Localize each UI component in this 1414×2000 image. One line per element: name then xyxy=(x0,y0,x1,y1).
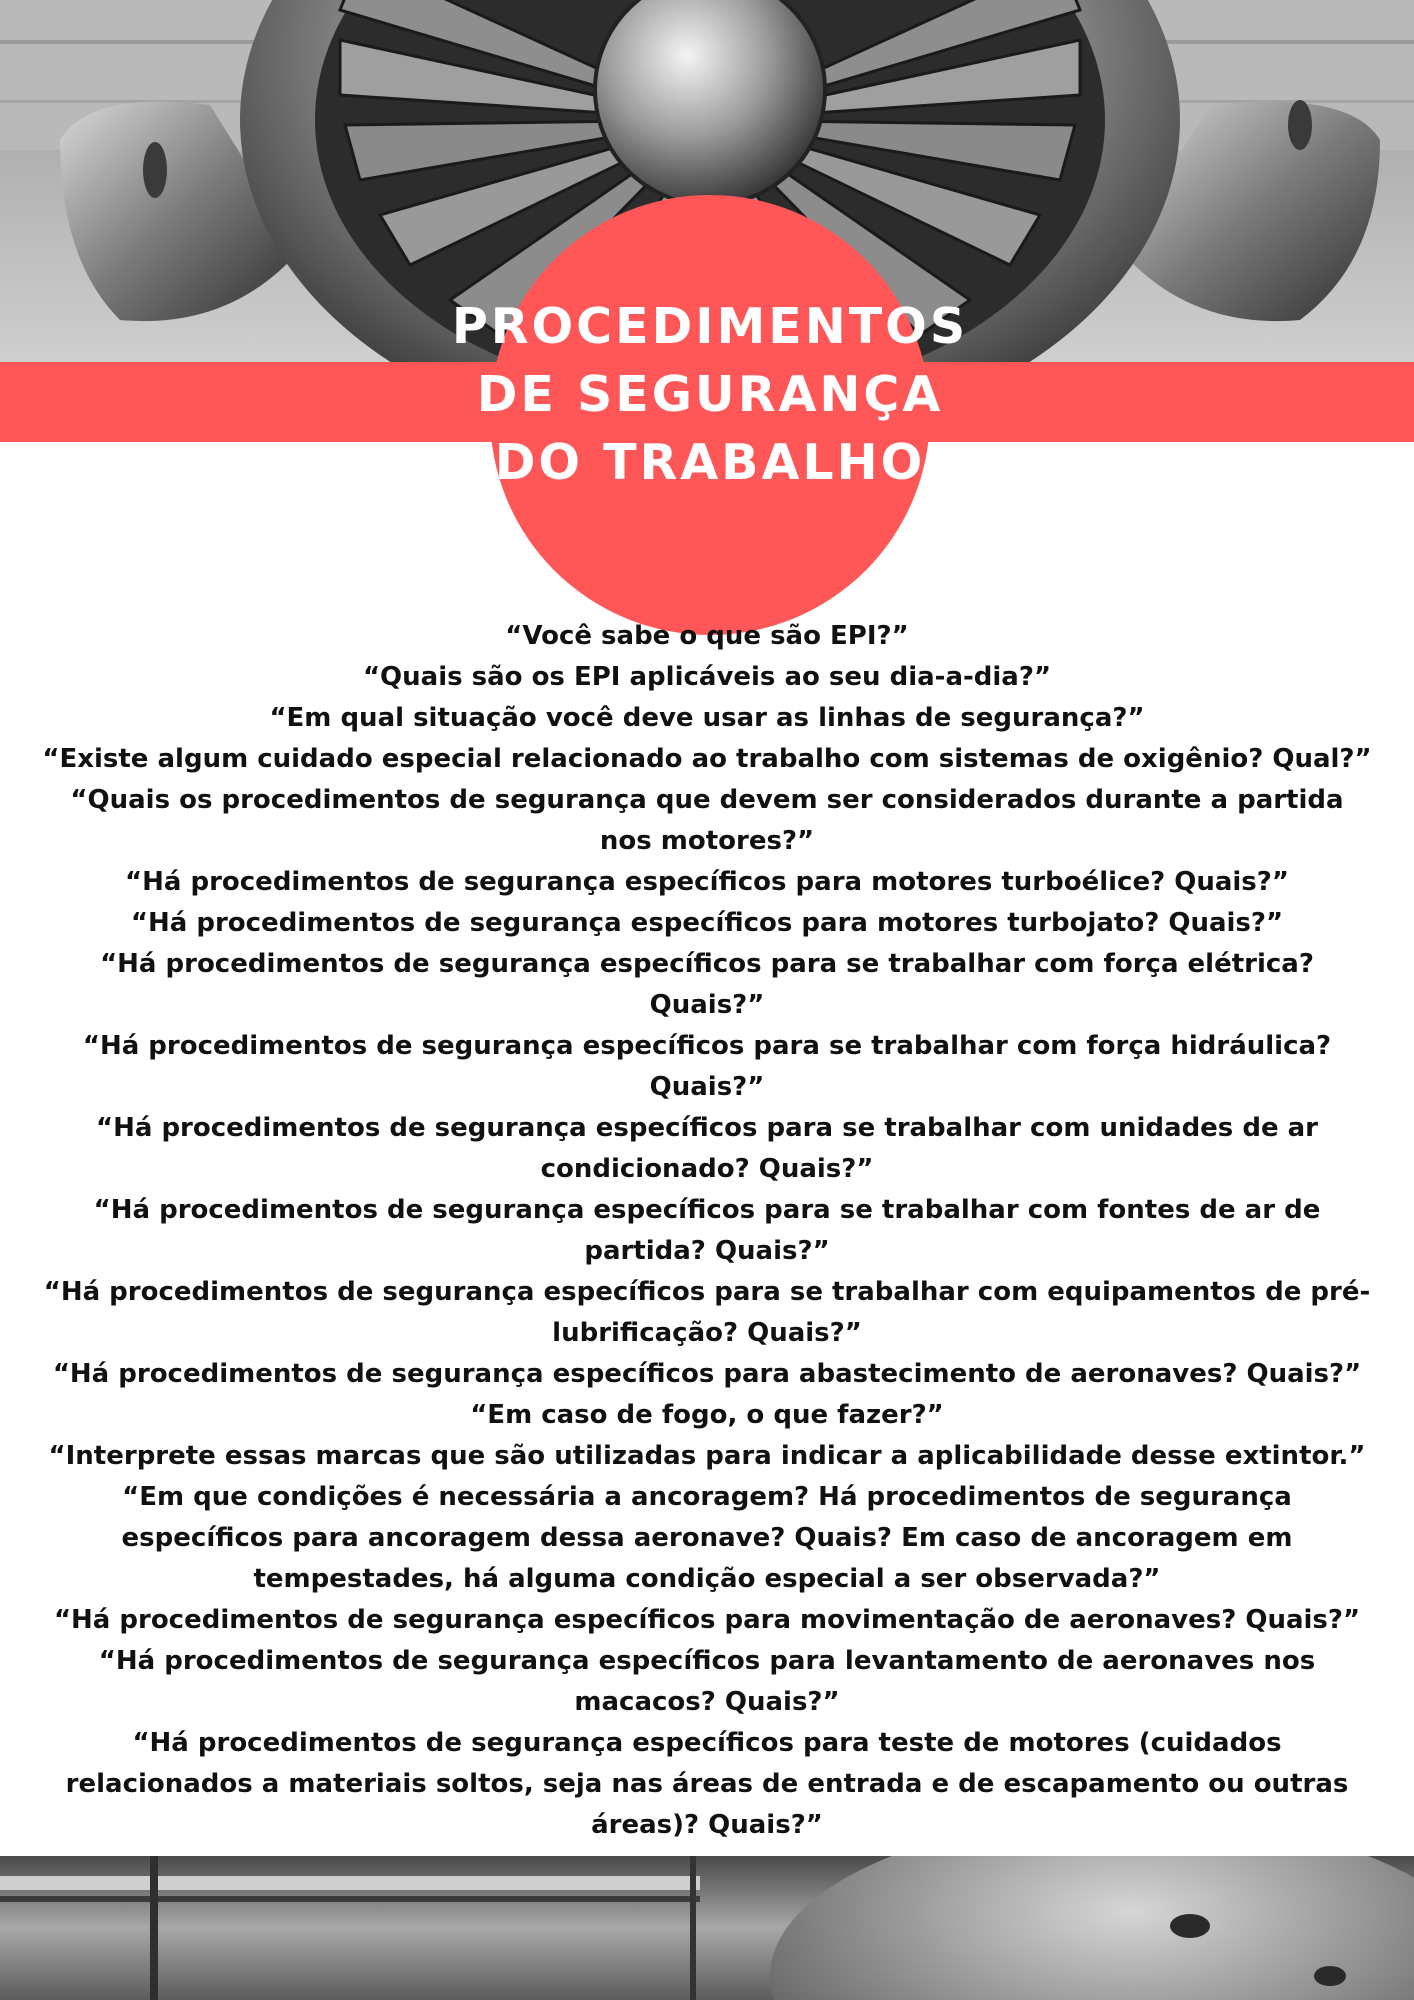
question-item: “Há procedimentos de segurança específicos para movimentação de aeronaves? Quais?” xyxy=(53,1605,1361,1635)
question-item: “Há procedimentos de segurança específicos para teste de motores (cuidados relacionados a materiais soltos, seja nas áreas de entrada e de escapamento ou outras áreas)? Quais?” xyxy=(65,1728,1349,1840)
title-line-3: DO TRABALHO xyxy=(494,434,926,491)
title-line-2: DE SEGURANÇA xyxy=(476,366,944,423)
question-item: “Em que condições é necessária a ancoragem? Há procedimentos de segurança específicos para ancoragem dessa aeronave? Quais? Em caso de ancoragem em tempestades, há alguma condição especial a ser observada?” xyxy=(121,1482,1293,1594)
question-item: “Há procedimentos de segurança específicos para se trabalhar com equipamentos de pré-lubrificação? Quais?” xyxy=(43,1277,1371,1348)
question-item: “Existe algum cuidado especial relacionado ao trabalho com sistemas de oxigênio? Qual?” xyxy=(42,744,1372,774)
question-item: “Há procedimentos de segurança específicos para se trabalhar com unidades de ar condicionado? Quais?” xyxy=(96,1113,1318,1184)
question-item: “Quais são os EPI aplicáveis ao seu dia-a-dia?” xyxy=(362,662,1052,692)
title-badge xyxy=(451,195,969,635)
question-item: “Quais os procedimentos de segurança que devem ser considerados durante a partida nos motores?” xyxy=(70,785,1344,856)
questions-list xyxy=(40,616,1374,1846)
title-line-1: PROCEDIMENTOS xyxy=(451,298,969,355)
engine-nacelle-photo xyxy=(0,1856,1414,2000)
question-item: “Há procedimentos de segurança específicos para se trabalhar com fontes de ar de partida? Quais?” xyxy=(93,1195,1321,1266)
question-item: “Há procedimentos de segurança específicos para motores turbojato? Quais?” xyxy=(130,908,1284,938)
question-item: “Há procedimentos de segurança específicos para levantamento de aeronaves nos macacos? Quais?” xyxy=(98,1646,1316,1717)
question-item: “Há procedimentos de segurança específicos para abastecimento de aeronaves? Quais?” xyxy=(52,1359,1362,1389)
question-item: “Há procedimentos de segurança específicos para motores turboélice? Quais?” xyxy=(125,867,1289,897)
page-title xyxy=(452,293,968,497)
question-item: “Há procedimentos de segurança específicos para se trabalhar com força hidráulica? Quais?” xyxy=(82,1031,1332,1102)
question-item: “Interprete essas marcas que são utilizadas para indicar a aplicabilidade desse extintor.” xyxy=(48,1441,1366,1471)
question-item: “Em qual situação você deve usar as linhas de segurança?” xyxy=(269,703,1145,733)
question-item: “Em caso de fogo, o que fazer?” xyxy=(470,1400,944,1430)
question-item: “Há procedimentos de segurança específicos para se trabalhar com força elétrica? Quais?” xyxy=(100,949,1314,1020)
question-item: “Você sabe o que são EPI?” xyxy=(505,621,909,651)
